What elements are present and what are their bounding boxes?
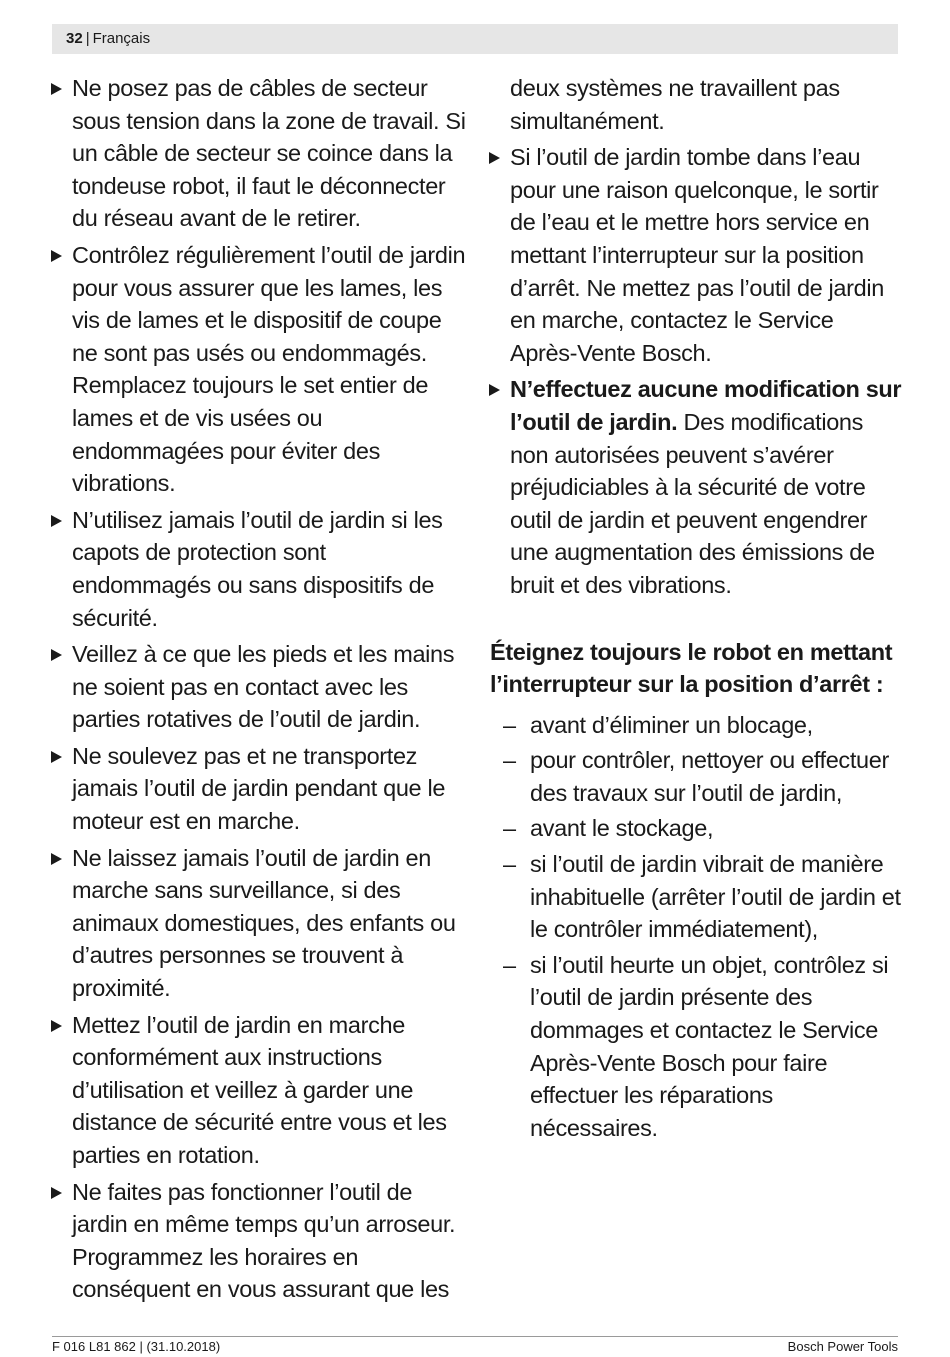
bullet-arrow-icon (489, 384, 500, 396)
bullet-arrow-icon (51, 1020, 62, 1032)
dash-marker: – (503, 851, 516, 878)
dash-list-item (503, 949, 902, 1145)
dash-marker: – (503, 815, 516, 842)
bullet-arrow-icon (51, 515, 62, 527)
bullet-bold-text: N’effectuez aucune modification sur l’outil de jardin. (510, 376, 902, 435)
footer-brand: Bosch Power Tools (787, 1339, 898, 1354)
bullet-arrow-icon (489, 152, 500, 164)
header-separator: | (85, 30, 90, 47)
safety-bullet (72, 740, 467, 838)
dash-list-item (503, 709, 902, 742)
right-column (490, 72, 902, 1147)
page-number: 32 (66, 30, 83, 47)
dash-item-text: si l’outil heurte un objet, contrôlez si l’outil de jardin présente des dommages et contactez le Service Après-Vente Bosch pour faire effectuer les réparations nécessaires. (530, 951, 889, 1141)
dash-item-text: pour contrôler, nettoyer ou effectuer des travaux sur l’outil de jardin, (530, 747, 889, 806)
dash-item-text: avant le stockage, (530, 815, 714, 842)
header-language: Français (92, 30, 151, 47)
safety-bullet (72, 638, 467, 736)
dash-item-text: si l’outil de jardin vibrait de manière inhabituelle (arrêter l’outil de jardin et le contrôler immédiatement), (530, 851, 901, 943)
bullet-arrow-icon (51, 250, 62, 262)
bullet-arrow-icon (51, 751, 62, 763)
dash-marker: – (503, 747, 516, 774)
header-text (66, 29, 150, 49)
footer-divider (52, 1336, 898, 1337)
bullet-text: Veillez à ce que les pieds et les mains ne soient pas en contact avec les parties rotatives de l’outil de jardin. (72, 641, 455, 733)
footer-document-id: F 016 L81 862 | (31.10.2018) (52, 1339, 221, 1354)
dash-marker: – (503, 951, 516, 978)
bullet-arrow-icon (51, 83, 62, 95)
bullet-text (510, 141, 902, 369)
bullet-text (510, 373, 902, 601)
safety-bullet (72, 239, 467, 500)
bullet-body-text: Des modifications non autorisées peuvent s’avérer préjudiciables à la sécurité de votre outil de jardin et peuvent engendrer une augmentation des émissions de bruit et des vibrations. (510, 408, 875, 598)
bullet-text: Ne faites pas fonctionner l’outil de jardin en même temps qu’un arroseur. Programmez les horaires en conséquent en vous assurant que les (72, 1178, 456, 1303)
dash-list-item (503, 848, 902, 946)
bullet-text: Mettez l’outil de jardin en marche conformément aux instructions d’utilisation et veillez à garder une distance de sécurité entre vous et les parties en rotation. (72, 1011, 447, 1168)
bullet-text: Ne posez pas de câbles de secteur sous tension dans la zone de travail. Si un câble de secteur se coince dans la tondeuse robot, il faut le déconnecter du réseau avant de le retirer. (72, 75, 466, 232)
safety-bullet (72, 72, 467, 235)
safety-bullet (510, 373, 902, 601)
safety-bullet (72, 1176, 467, 1306)
bullet-arrow-icon (51, 1187, 62, 1199)
left-column (72, 72, 467, 1310)
safety-bullet (510, 141, 902, 369)
bullet-text: N’utilisez jamais l’outil de jardin si les capots de protection sont endommagés ou sans dispositifs de sécurité. (72, 506, 443, 631)
continued-text: deux systèmes ne travaillent pas simultanément. (510, 75, 840, 134)
bullet-arrow-icon (51, 649, 62, 661)
safety-bullet (72, 1009, 467, 1172)
dash-list-item (503, 812, 902, 845)
dash-item-text: avant d’éliminer un blocage, (530, 711, 813, 738)
bullet-arrow-icon (51, 853, 62, 865)
dash-list-item (503, 744, 902, 809)
bullet-text: Ne laissez jamais l’outil de jardin en marche sans surveillance, si des animaux domestiques, des enfants ou d’autres personnes se trouvent à proximité. (72, 844, 456, 1002)
bullet-text: Ne soulevez pas et ne transportez jamais l’outil de jardin pendant que le moteur est en marche. (72, 742, 446, 835)
safety-bullet (72, 504, 467, 634)
page-header (52, 24, 898, 54)
bullet-body-text: Si l’outil de jardin tombe dans l’eau pour une raison quelconque, le sortir de l’eau et le mettre hors service en mettant l’interrupteur sur la position d’arrêt. Ne mettez pas l’outil de jardin en marche, contactez le Service Après-Vente Bosch. (510, 144, 884, 366)
dash-marker: – (503, 711, 516, 738)
section-heading: Éteignez toujours le robot en mettant l’interrupteur sur la position d’arrêt : (490, 638, 893, 698)
safety-bullet (72, 842, 467, 1005)
bullet-text: Contrôlez régulièrement l’outil de jardin pour vous assurer que les lames, les vis de lames et le dispositif de coupe ne sont pas usés ou endommagés. Remplacez toujours le set entier de lames et de vis usées ou endommagées pour éviter des vibrations. (72, 241, 466, 497)
